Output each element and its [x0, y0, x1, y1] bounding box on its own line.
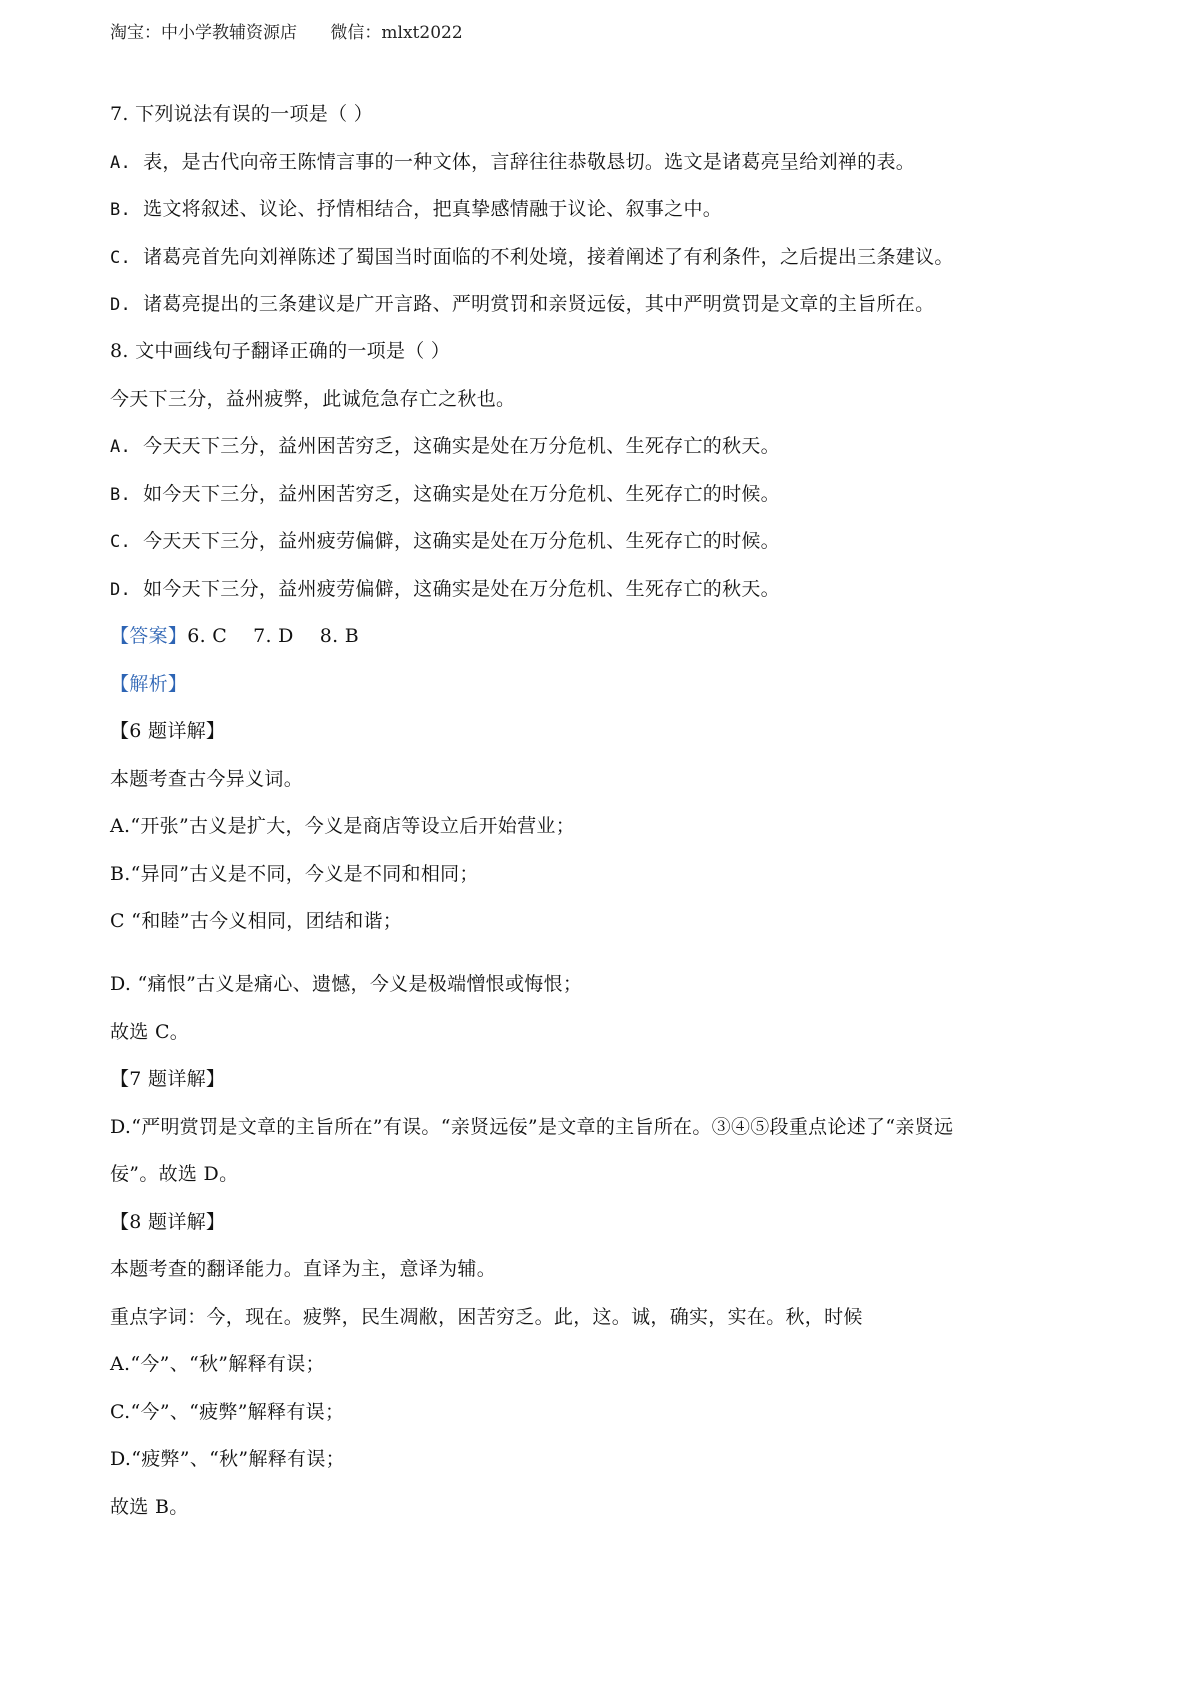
q8-option-c	[110, 528, 780, 555]
option-label: B.	[110, 485, 132, 505]
answer-item: 6. C	[187, 625, 228, 647]
detail-7-line: D.“严明赏罚是文章的主旨所在”有误。“亲贤远佞”是文章的主旨所在。③④⑤段重点论述了“亲贤远	[110, 1116, 954, 1138]
detail-8-intro: 本题考查的翻译能力。直译为主，意译为辅。	[110, 1258, 497, 1280]
option-text: 表，是古代向帝王陈情言事的一种文体，言辞往往恭敬恳切。选文是诸葛亮呈给刘禅的表。	[143, 151, 916, 173]
option-text: 如今天下三分，益州困苦穷乏，这确实是处在万分危机、生死存亡的时候。	[143, 483, 780, 505]
detail-8-line: A.“今”、“秋”解释有误；	[110, 1353, 325, 1375]
analysis-tag: 【解析】	[110, 673, 188, 695]
option-label: D.	[110, 295, 132, 315]
detail-7-title: 【7 题详解】	[110, 1068, 226, 1090]
shop-name: 淘宝：中小学教辅资源店	[110, 23, 297, 43]
q8-option-a	[110, 433, 780, 460]
option-label: C.	[110, 532, 132, 552]
option-label: C.	[110, 248, 132, 268]
detail-7-line: 佞”。故选 D。	[110, 1163, 239, 1185]
detail-6-line: C “和睦”古今义相同，团结和谐；	[110, 910, 403, 932]
q7-option-c	[110, 244, 954, 271]
detail-6-conclusion: 故选 C。	[110, 1021, 190, 1043]
q7-option-d	[110, 291, 934, 318]
detail-6-line: D. “痛恨”古义是痛心、遗憾，今义是极端憎恨或悔恨；	[110, 973, 583, 995]
detail-8-keywords: 重点字词：今，现在。疲弊，民生凋敝，困苦穷乏。此，这。诚，确实，实在。秋，时候	[110, 1306, 863, 1328]
answer-line	[110, 623, 385, 649]
option-label: A.	[110, 153, 132, 173]
detail-6-line: B.“异同”古义是不同，今义是不同和相同；	[110, 863, 479, 885]
q7-option-b	[110, 196, 722, 223]
q8-sentence: 今天下三分，益州疲弊，此诚危急存亡之秋也。	[110, 388, 516, 410]
q8-option-d	[110, 576, 780, 603]
q8-option-b	[110, 481, 780, 508]
detail-8-line: D.“疲弊”、“秋”解释有误；	[110, 1448, 345, 1470]
option-label: B.	[110, 200, 132, 220]
option-text: 今天天下三分，益州困苦穷乏，这确实是处在万分危机、生死存亡的秋天。	[143, 435, 780, 457]
detail-8-title: 【8 题详解】	[110, 1211, 226, 1233]
detail-6-title: 【6 题详解】	[110, 720, 226, 742]
wechat-id: 微信：mlxt2022	[330, 23, 463, 43]
answer-tag: 【答案】	[110, 625, 188, 647]
option-label: D.	[110, 580, 132, 600]
q7-stem: 7. 下列说法有误的一项是（ ）	[110, 103, 374, 125]
option-text: 如今天下三分，益州疲劳偏僻，这确实是处在万分危机、生死存亡的秋天。	[143, 578, 780, 600]
detail-6-intro: 本题考查古今异义词。	[110, 768, 304, 790]
detail-8-line: C.“今”、“疲弊”解释有误；	[110, 1401, 345, 1423]
option-label: A.	[110, 437, 132, 457]
page-header	[110, 18, 491, 43]
answer-item: 7. D	[253, 625, 294, 647]
detail-8-conclusion: 故选 B。	[110, 1496, 189, 1518]
option-text: 今天天下三分，益州疲劳偏僻，这确实是处在万分危机、生死存亡的时候。	[143, 530, 780, 552]
answer-item: 8. B	[319, 625, 360, 647]
q8-stem: 8. 文中画线句子翻译正确的一项是（ ）	[110, 340, 451, 362]
option-text: 选文将叙述、议论、抒情相结合，把真挚感情融于议论、叙事之中。	[143, 198, 723, 220]
option-text: 诸葛亮首先向刘禅陈述了蜀国当时面临的不利处境，接着阐述了有利条件，之后提出三条建议。	[143, 246, 954, 268]
q7-option-a	[110, 149, 915, 176]
detail-6-line: A.“开张”古义是扩大，今义是商店等设立后开始营业；	[110, 815, 575, 837]
option-text: 诸葛亮提出的三条建议是广开言路、严明赏罚和亲贤远佞，其中严明赏罚是文章的主旨所在。	[143, 293, 935, 315]
